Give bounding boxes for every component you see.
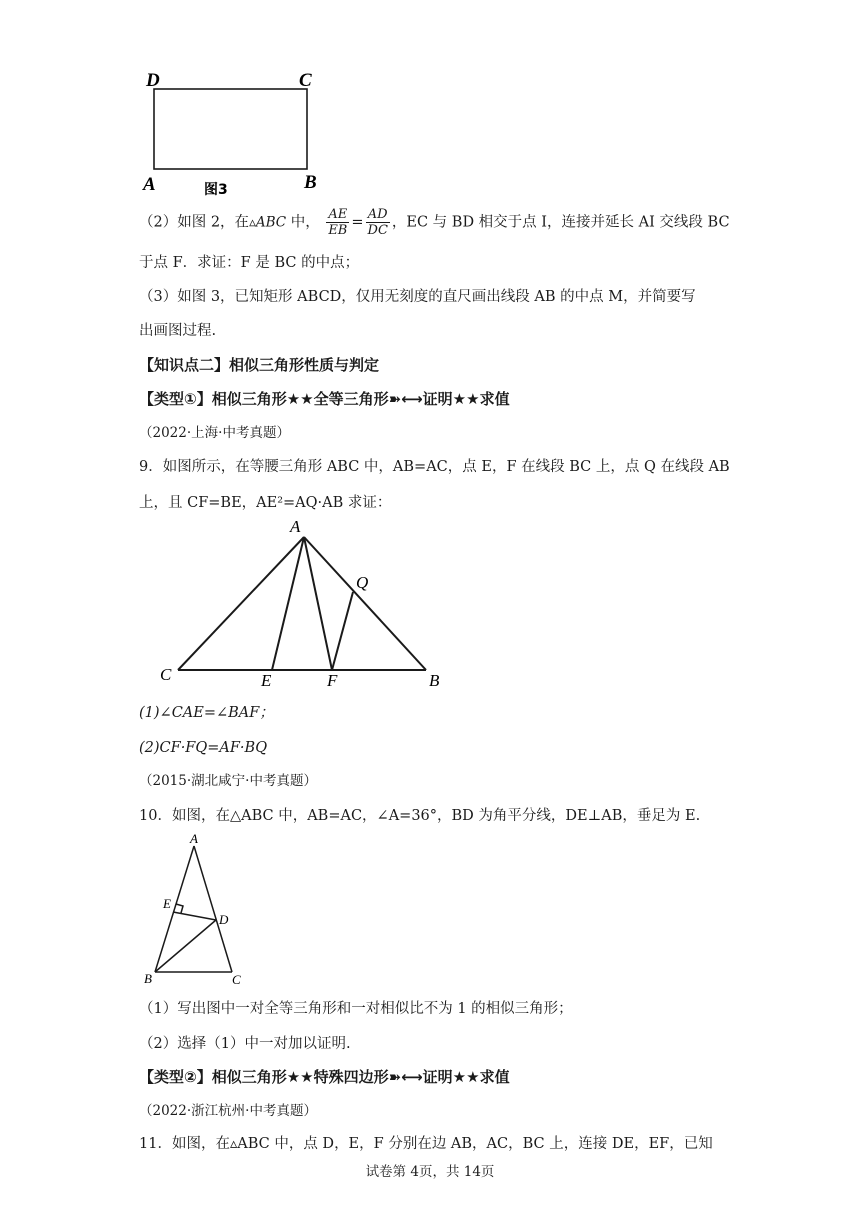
fig3-label-B: B [304,172,317,193]
q11-line1: 11．如图，在▵ABC 中，点 D，E，F 分别在边 AB，AC，BC 上，连接 DE，EF，已知 [139,1136,713,1152]
q10-line1: 10．如图，在△ABC 中，AB=AC，∠A=36°，BD 为角平分线，DE⊥AB，垂足为 E. [139,808,701,824]
type-2-heading: 【类型②】相似三角形★★特殊四边形➽⟷证明★★求值 [139,1068,510,1086]
q9-label-B: B [429,671,440,690]
q8-part2-triangle: ▵ABC [249,214,287,231]
q9-figure [155,512,455,692]
q10-label-D: D [219,912,229,927]
q8-part2-line1 [139,207,730,238]
q9-label-Q: Q [356,573,369,592]
page-footer: 试卷第 4页，共 14页 [365,1164,495,1180]
q8-part2-prefix: （2）如图 2，在 [139,214,250,231]
section-title-knowledge-2: 【知识点二】相似三角形性质与判定 [139,356,380,374]
q10-label-B: B [144,971,152,986]
q9-line1: 9．如图所示，在等腰三角形 ABC 中，AB=AC，点 E，F 在线段 BC 上，点 Q 在线段 AB [139,459,730,475]
equals-sign: = [351,214,364,231]
q10-label-E: E [163,896,171,911]
q9-source: （2022·上海·中考真题） [139,425,290,441]
q9-part1: (1)∠CAE=∠BAF； [139,705,274,721]
type-1-heading: 【类型①】相似三角形★★全等三角形➽⟷证明★★求值 [139,390,510,408]
q10-label-C: C [232,972,241,987]
q9-line2: 上，且 CF=BE，AE²=AQ·AB 求证： [139,495,392,511]
q9-label-C: C [160,665,172,684]
q10-part2: （2）选择（1）中一对加以证明. [139,1036,351,1052]
q10-part1: （1）写出图中一对全等三角形和一对相似比不为 1 的相似三角形； [139,1001,573,1017]
q10-source: （2015·湖北咸宁·中考真题） [139,773,317,789]
q8-part2-in: 中， [286,214,320,231]
q8-part3-line1: （3）如图 3，已知矩形 ABCD，仅用无刻度的直尺画出线段 AB 的中点 M，并简要写 [139,289,696,305]
q9-part2: (2)CF·FQ=AF·BQ [139,740,268,756]
q9-label-F: F [327,671,338,690]
fraction-ae-eb: $\frac{AE}{EB}$ [328,207,348,238]
figure-3-rectangle [140,66,330,200]
fig3-label-C: C [299,70,312,91]
fig3-label-D: D [146,70,160,91]
q8-part3-line2: 出画图过程. [139,323,217,339]
q10-figure [140,832,250,988]
q10-label-A: A [190,832,198,846]
q9-label-A: A [290,517,301,536]
q9-label-E: E [261,671,272,690]
q11-source: （2022·浙江杭州·中考真题） [139,1103,317,1119]
fig3-caption: 图3 [204,182,228,198]
q8-part2-rest: ，EC 与 BD 相交于点 I，连接并延长 AI 交线段 BC [391,214,730,231]
q8-part2-line2: 于点 F．求证：F 是 BC 的中点； [139,255,360,271]
fraction-ad-dc: $\frac{AD}{DC}$ [367,207,388,238]
fig3-label-A: A [143,174,156,195]
